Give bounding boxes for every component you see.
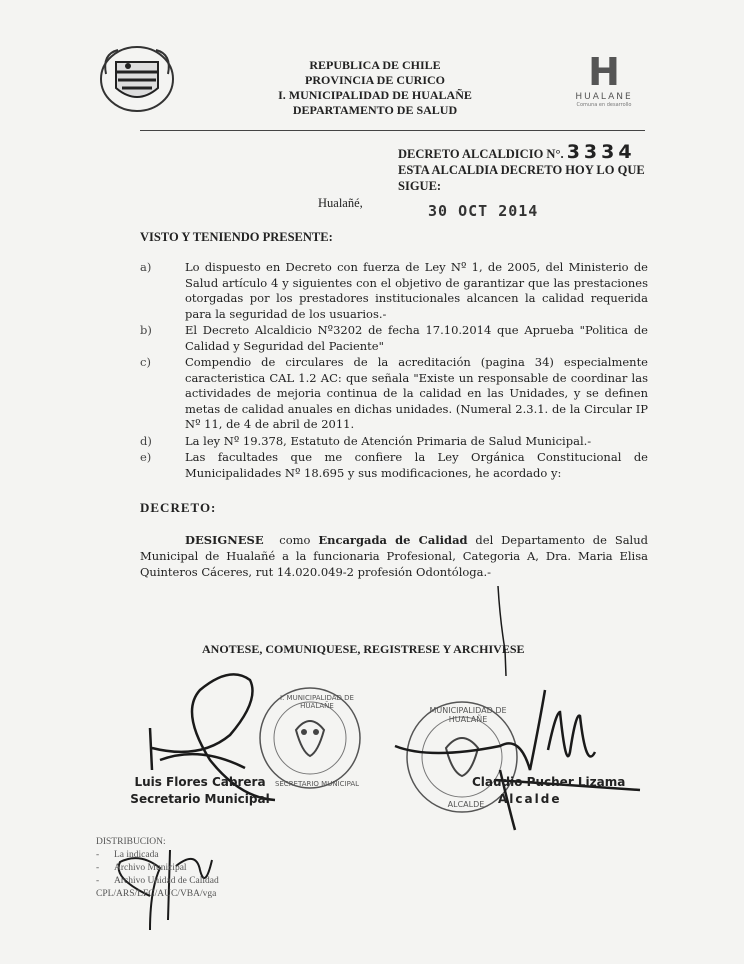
decree-body bbox=[140, 532, 648, 580]
mayor-name-block bbox=[472, 774, 632, 808]
distribution-initials: CPL/ARS/LFC/AUC/VBA/vga bbox=[96, 889, 217, 899]
list-item: - La indicada bbox=[96, 850, 159, 860]
list-item bbox=[140, 434, 648, 450]
secretary-name-block bbox=[130, 774, 270, 808]
decree-heading bbox=[398, 141, 658, 194]
distribution-item: La indicada bbox=[114, 850, 159, 860]
role-name: Encargada de Calidad bbox=[318, 533, 468, 547]
item-text: La ley Nº 19.378, Estatuto de Atención Primaria de Salud Municipal.- bbox=[185, 433, 592, 448]
distribution-title: DISTRIBUCION: bbox=[96, 837, 166, 847]
mayor-seal-bottom-text: ALCALDE bbox=[447, 800, 485, 809]
mayor-name: Claudio Pucher Lizama bbox=[472, 775, 626, 789]
item-letter: c) bbox=[140, 355, 151, 369]
logo-name: HUALANE bbox=[575, 92, 633, 102]
considerations-list bbox=[140, 260, 648, 482]
secretary-seal-top-text: I. MUNICIPALIDAD DE HUALAÑE bbox=[280, 694, 354, 710]
designese-word: DESIGNESE bbox=[185, 533, 264, 547]
date-stamp: 30 OCT 2014 bbox=[428, 202, 539, 220]
list-item: - Archivo Unidad de Calidad bbox=[96, 876, 219, 886]
list-item bbox=[140, 260, 648, 322]
list-item bbox=[140, 323, 648, 354]
como-word: como bbox=[279, 533, 311, 547]
institution-header bbox=[240, 58, 510, 118]
logo-letter: H bbox=[588, 50, 620, 94]
decree-label: DECRETO ALCALDICIO bbox=[398, 147, 544, 161]
item-letter: d) bbox=[140, 433, 152, 448]
header-line-department: DEPARTAMENTO DE SALUD bbox=[292, 103, 458, 117]
mayor-title: Alcalde bbox=[498, 792, 562, 806]
item-letter: e) bbox=[140, 450, 152, 464]
decree-number: 3334 bbox=[566, 141, 636, 163]
distribution-block bbox=[96, 836, 219, 901]
hualane-logo bbox=[568, 52, 640, 122]
visto-heading: VISTO Y TENIENDO PRESENTE: bbox=[140, 230, 333, 244]
secretary-name: Luis Flores Cabrera bbox=[134, 775, 266, 789]
mayor-seal-top-text: MUNICIPALIDAD DE HUALAÑE bbox=[429, 706, 507, 724]
secretary-seal-bottom-text: SECRETARIO MUNICIPAL bbox=[274, 780, 360, 788]
distribution-item: Archivo Municipal bbox=[114, 863, 187, 873]
header-line-country: REPUBLICA DE CHILE bbox=[309, 58, 441, 72]
item-letter: b) bbox=[140, 323, 152, 337]
item-letter: a) bbox=[140, 260, 152, 274]
item-text: Compendio de circulares de la acreditación (pagina 34) especialmente caracteristica CAL 1.2 AC: que señala "Existe un responsable de coordinar las actividades de mejoria continua de la calidad en las Unidades, y se definen metas de calidad anuales en dichas unidades. (Numeral 2.3.1. de la Circular IP Nº 11, de 4 de abril de 2011. bbox=[185, 355, 648, 431]
header-divider bbox=[140, 130, 645, 131]
list-item bbox=[140, 450, 648, 481]
list-item: - Archivo Municipal bbox=[96, 863, 187, 873]
list-item bbox=[140, 355, 648, 433]
logo-tagline: Comuna en desarrollo bbox=[576, 102, 632, 108]
header-line-municipality: I. MUNICIPALIDAD DE HUALAÑE bbox=[278, 88, 472, 102]
closing-formula: ANOTESE, COMUNIQUESE, REGISTRESE Y ARCHIVESE bbox=[202, 642, 525, 656]
decree-line-2: ESTA ALCALDIA DECRETO HOY LO QUE bbox=[398, 163, 645, 177]
body-rest: del Departamento de Salud Municipal de Hualañé a la funcionaria Profesional, Categoria A, Dra. Maria Elisa Quinteros Cáceres, rut 14.020.049-2 profesión Odontóloga.- bbox=[140, 533, 648, 579]
municipal-coat-of-arms bbox=[98, 44, 176, 114]
item-text: El Decreto Alcaldicio Nº3202 de fecha 17.10.2014 que Aprueba "Politica de Calidad y Seguridad del Paciente" bbox=[185, 323, 648, 353]
secretary-title: Secretario Municipal bbox=[130, 792, 270, 806]
place-label: Hualañé, bbox=[318, 196, 363, 210]
decree-line-3: SIGUE: bbox=[398, 179, 442, 193]
item-text: Lo dispuesto en Decreto con fuerza de Ley Nº 1, de 2005, del Ministerio de Salud artículo 4 y siguientes con el objetivo de garantizar que las prestaciones otorgadas por los prestadores institucionales alcancen la calidad requerida para la seguridad de los usuarios.- bbox=[185, 260, 648, 321]
decree-section-title: DECRETO: bbox=[140, 500, 217, 515]
distribution-item: Archivo Unidad de Calidad bbox=[114, 876, 219, 886]
item-text: Las facultades que me confiere la Ley Orgánica Constitucional de Municipalidades Nº 18.695 y sus modificaciones, he acordado y: bbox=[185, 450, 648, 480]
decree-number-prefix: N°. bbox=[546, 147, 564, 161]
header-line-province: PROVINCIA DE CURICO bbox=[304, 73, 445, 87]
